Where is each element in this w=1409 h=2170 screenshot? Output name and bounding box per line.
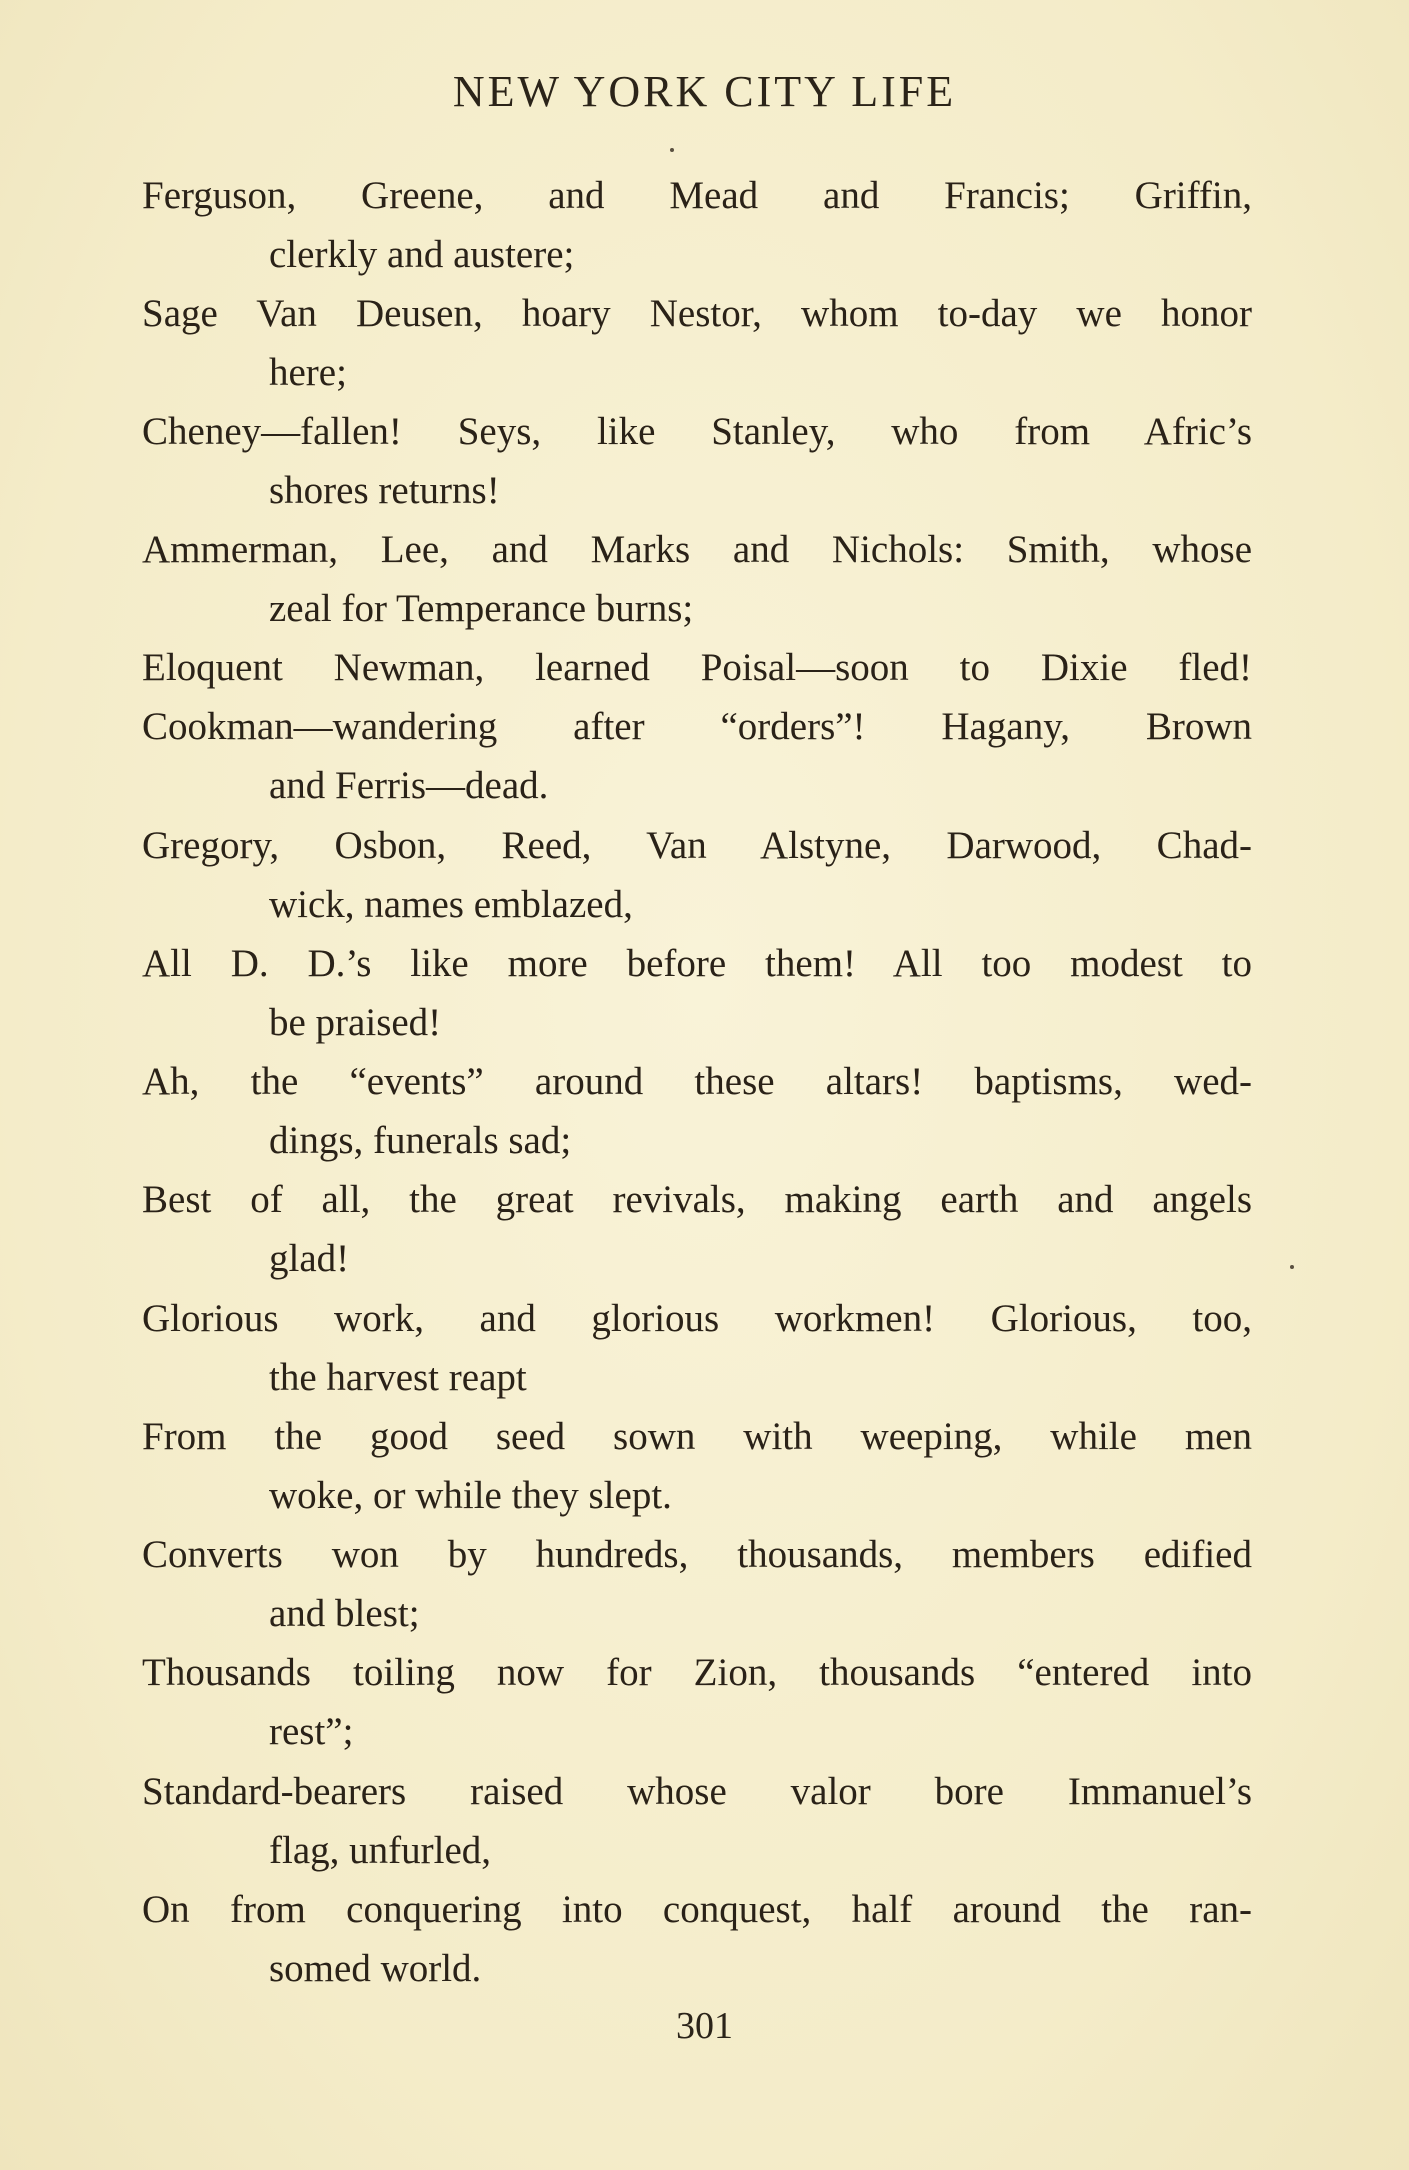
verse-line-text: Cheney—fallen! Seys, like Stanley, who from Afric’s [142,410,1252,453]
verse-line-continuation: clerkly and austere; [269,233,575,276]
verse-line [142,1880,1252,1998]
verse-line-continuation: and blest; [269,1592,420,1635]
verse-line-continuation: shores returns! [269,469,500,512]
verse-line-text: Standard-bearers raised whose valor bore Immanuel’s [142,1770,1252,1813]
verse-line [142,1407,1252,1525]
verse-line-text: Cookman—wandering after “orders”! Hagany, Brown [142,705,1252,748]
verse-line-text: Best of all, the great revivals, making earth and angels [142,1178,1252,1221]
verse-line-continuation: somed world. [269,1947,482,1990]
verse-line [142,1643,1252,1762]
verse-line-continuation: here; [269,351,347,394]
verse-line-continuation: flag, unfurled, [269,1829,492,1872]
running-head: NEW YORK CITY LIFE [452,67,957,116]
verse-line-continuation: and Ferris—dead. [269,764,549,807]
verse-line [142,284,1252,402]
verse-line [142,402,1252,520]
verse-line [142,1052,1252,1170]
verse-line-continuation: the harvest reapt [269,1356,527,1399]
print-speck [1290,1265,1294,1269]
verse-line-text: Thousands toiling now for Zion, thousands “entered into [142,1651,1252,1694]
verse-line [142,934,1252,1052]
verse-line-continuation: be praised! [269,1001,442,1044]
verse-line-continuation: woke, or while they slept. [269,1474,672,1517]
verse-line-text: Ferguson, Greene, and Mead and Francis; Griffin, [142,174,1252,217]
verse-line [142,816,1252,934]
verse-line-text: On from conquering into conquest, half around the ran- [142,1888,1252,1931]
verse-line-continuation: rest”; [269,1710,354,1753]
page-number: 301 [676,2005,733,2047]
verse-line-text: Gregory, Osbon, Reed, Van Alstyne, Darwood, Chad- [142,824,1252,867]
verse-line [142,697,1252,816]
verse-line-text: Eloquent Newman, learned Poisal—soon to Dixie fled! [142,646,1252,689]
verse-line [142,1170,1252,1289]
verse-line [142,166,1252,284]
verse-line [142,638,1252,697]
print-speck [670,148,674,152]
verse-line-continuation: wick, names emblazed, [269,883,633,926]
verse-line-text: All D. D.’s like more before them! All too modest to [142,942,1252,985]
verse-line-continuation: dings, funerals sad; [269,1119,572,1162]
verse-line [142,1525,1252,1643]
verse-line [142,520,1252,638]
verse-line-continuation: zeal for Temperance burns; [269,587,694,630]
verse-line-text: Ah, the “events” around these altars! baptisms, wed- [142,1060,1252,1103]
verse-line-continuation: glad! [269,1237,350,1280]
verse-line [142,1762,1252,1880]
verse-line-text: Sage Van Deusen, hoary Nestor, whom to-day we honor [142,292,1252,335]
verse-line-text: Ammerman, Lee, and Marks and Nichols: Smith, whose [142,528,1252,571]
poem-body [142,166,1252,1998]
verse-line-text: Converts won by hundreds, thousands, members edified [142,1533,1252,1576]
verse-line-text: Glorious work, and glorious workmen! Glorious, too, [142,1297,1252,1340]
verse-line [142,1289,1252,1407]
verse-line-text: From the good seed sown with weeping, while men [142,1415,1252,1458]
